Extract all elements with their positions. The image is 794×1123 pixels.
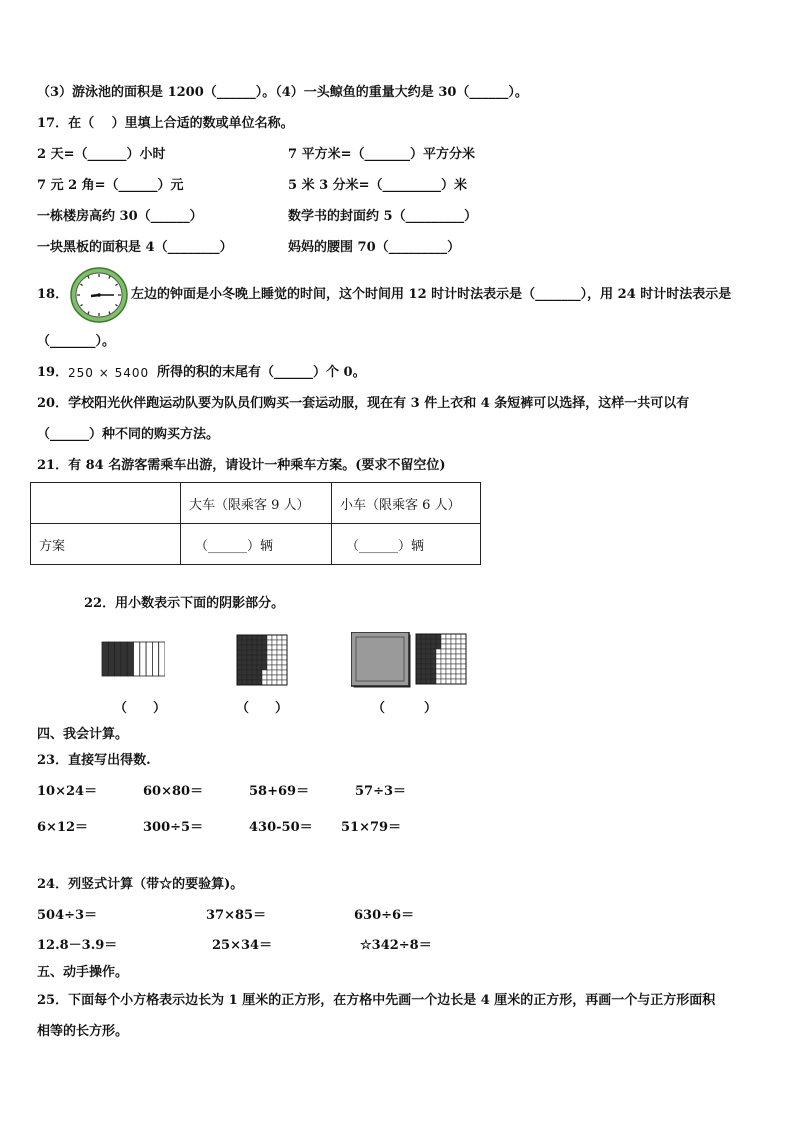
grid-cell xyxy=(257,680,262,685)
grid-cell xyxy=(436,634,441,639)
grid-cell xyxy=(262,675,267,680)
grid-cell xyxy=(456,664,461,669)
grid-cell xyxy=(282,640,287,645)
grid-cell xyxy=(277,670,282,675)
q23-item: 57÷3＝ xyxy=(355,784,407,799)
grid-cell xyxy=(272,635,277,640)
grid-cell xyxy=(456,679,461,684)
grid-cell xyxy=(436,639,441,644)
grid-cell xyxy=(431,669,436,674)
grid-cell xyxy=(461,634,466,639)
grid-cell xyxy=(267,650,272,655)
q17-item: 2 天=（______）小时 xyxy=(37,147,166,162)
strip-cell xyxy=(108,642,114,676)
grid-cell xyxy=(267,680,272,685)
grid-cell xyxy=(282,660,287,665)
grid-cell xyxy=(426,634,431,639)
grid-cell xyxy=(416,669,421,674)
grid-cell xyxy=(272,640,277,645)
grid-cell xyxy=(237,635,242,640)
q23-title: 23．直接写出得数. xyxy=(37,753,151,768)
table-cell[interactable]: （______）辆 xyxy=(332,524,481,565)
grid-cell xyxy=(237,675,242,680)
strip-cell xyxy=(121,642,127,676)
grid-cell xyxy=(456,634,461,639)
grid-cell xyxy=(446,664,451,669)
strip-cell xyxy=(134,642,140,676)
table-cell xyxy=(31,483,181,524)
q24-item: 630÷6＝ xyxy=(354,908,415,923)
grid-cell xyxy=(277,680,282,685)
section-four-heading: 四、我会计算。 xyxy=(37,727,129,742)
q17-item: 一栋楼房高约 30（______） xyxy=(37,209,203,224)
q20-line1: 20．学校阳光伙伴跑运动队要为队员们购买一套运动服，现在有 3 件上衣和 4 条短裤可以选择，这样一共可以有 xyxy=(37,396,690,411)
grid-cell xyxy=(461,639,466,644)
grid-cell xyxy=(451,644,456,649)
grid-cell xyxy=(272,680,277,685)
grid-cell xyxy=(282,680,287,685)
grid-cell xyxy=(252,650,257,655)
grid-cell xyxy=(426,669,431,674)
grid-cell xyxy=(252,660,257,665)
grid-cell xyxy=(237,645,242,650)
grid-cell xyxy=(451,639,456,644)
grid-cell xyxy=(451,669,456,674)
q17-item: 一块黑板的面积是 4（________） xyxy=(37,240,233,255)
grid-cell xyxy=(456,644,461,649)
q24-item: 25×34＝ xyxy=(212,938,273,953)
grid-cell xyxy=(277,650,282,655)
grid-cell xyxy=(421,669,426,674)
grid-cell xyxy=(421,644,426,649)
grid-cell xyxy=(416,634,421,639)
grid-cell xyxy=(282,670,287,675)
grid-cell xyxy=(446,649,451,654)
grid-cell xyxy=(247,655,252,660)
q25-line1: 25．下面每个小方格表示边长为 1 厘米的正方形，在方格中先画一个边长是 4 厘米的正方形，再画一个与正方形面积 xyxy=(37,993,716,1008)
grid-cell xyxy=(416,679,421,684)
q24-item: 37×85＝ xyxy=(206,908,267,923)
grid-cell xyxy=(431,639,436,644)
grid-cell xyxy=(237,660,242,665)
grid-cell xyxy=(461,674,466,679)
q23-item: 300÷5＝ xyxy=(143,820,204,835)
grid-cell xyxy=(257,635,262,640)
grid-cell xyxy=(416,649,421,654)
grid-cell xyxy=(257,645,262,650)
grid-cell xyxy=(421,659,426,664)
double-square-figure xyxy=(351,632,471,688)
grid-cell xyxy=(431,654,436,659)
grid-cell xyxy=(267,645,272,650)
grid-cell xyxy=(277,675,282,680)
grid-cell xyxy=(252,640,257,645)
q24-title: 24．列竖式计算（带☆的要验算)。 xyxy=(37,877,244,892)
grid-cell xyxy=(456,674,461,679)
q20-line2: （______）种不同的购买方法。 xyxy=(37,427,220,442)
grid-cell xyxy=(431,679,436,684)
grid-cell xyxy=(242,650,247,655)
grid-cell xyxy=(272,655,277,660)
q24-item: ☆342÷8＝ xyxy=(360,938,432,953)
grid-cell xyxy=(441,634,446,639)
grid-cell xyxy=(262,640,267,645)
grid-cell xyxy=(416,654,421,659)
grid-cell xyxy=(436,659,441,664)
grid-cell xyxy=(257,660,262,665)
q18-text: 左边的钟面是小冬晚上睡觉的时间，这个时间用 12 时计时法表示是（_______），用 24 时计时法表示是 xyxy=(131,287,732,302)
grid-cell xyxy=(257,640,262,645)
grid-cell xyxy=(426,664,431,669)
grid-cell xyxy=(446,679,451,684)
grid-cell xyxy=(426,674,431,679)
grid-cell xyxy=(426,644,431,649)
grid-cell xyxy=(421,679,426,684)
grid-cell xyxy=(441,669,446,674)
grid-cell xyxy=(252,655,257,660)
grid-cell xyxy=(441,639,446,644)
q23-item: 58+69＝ xyxy=(249,784,310,799)
grid-cell xyxy=(282,645,287,650)
q22-title: 22．用小数表示下面的阴影部分。 xyxy=(84,596,285,611)
grid-cell xyxy=(252,635,257,640)
grid-cell xyxy=(272,650,277,655)
grid-cell xyxy=(237,680,242,685)
grid-cell xyxy=(242,670,247,675)
grid-cell xyxy=(431,659,436,664)
q17-item: 5 米 3 分米=（_________）米 xyxy=(288,178,468,193)
strip-cell xyxy=(127,642,133,676)
grid-cell xyxy=(267,675,272,680)
grid-cell xyxy=(242,635,247,640)
grid-cell xyxy=(436,644,441,649)
grid-cell xyxy=(272,665,277,670)
grid-cell xyxy=(257,670,262,675)
grid-cell xyxy=(277,655,282,660)
grid-cell xyxy=(267,665,272,670)
grid-cell xyxy=(461,654,466,659)
grid-cell xyxy=(456,659,461,664)
grid-cell xyxy=(277,660,282,665)
grid-cell xyxy=(441,644,446,649)
grid-cell xyxy=(247,675,252,680)
grid-cell xyxy=(461,664,466,669)
grid-cell xyxy=(431,664,436,669)
q17-item: 数学书的封面约 5（_________） xyxy=(288,209,478,224)
grid-cell xyxy=(451,634,456,639)
table-row xyxy=(31,483,481,524)
grid-cell xyxy=(237,640,242,645)
q21-table xyxy=(30,482,481,565)
grid-cell xyxy=(242,645,247,650)
q18-continuation: （_______）。 xyxy=(37,334,116,349)
grid-cell xyxy=(252,675,257,680)
grid-cell xyxy=(237,650,242,655)
grid-cell xyxy=(431,644,436,649)
grid-cell xyxy=(247,650,252,655)
grid-cell xyxy=(446,644,451,649)
grid-cell xyxy=(421,654,426,659)
grid-cell xyxy=(451,654,456,659)
grid-cell xyxy=(431,649,436,654)
grid-cell xyxy=(446,659,451,664)
grid-cell xyxy=(436,654,441,659)
grid-cell xyxy=(242,680,247,685)
table-cell: 大车（限乘客 9 人） xyxy=(181,483,332,524)
q17-title: 17．在（ ）里填上合适的数或单位名称。 xyxy=(37,116,294,131)
grid-cell xyxy=(237,670,242,675)
grid-cell xyxy=(282,675,287,680)
grid-cell xyxy=(441,654,446,659)
grid-cell xyxy=(461,659,466,664)
grid-cell xyxy=(431,634,436,639)
grid-cell xyxy=(416,644,421,649)
grid-cell xyxy=(272,645,277,650)
q17-item: 7 平方米=（_______）平方分米 xyxy=(288,147,475,162)
grid-cell xyxy=(441,649,446,654)
grid-cell xyxy=(436,664,441,669)
grid-cell xyxy=(441,674,446,679)
q16-tail: （3）游泳池的面积是 1200（______）。（4）一头鲸鱼的重量大约是 30（______）。 xyxy=(37,85,528,100)
grid-cell xyxy=(456,669,461,674)
q21-title: 21．有 84 名游客需乘车出游，请设计一种乘车方案。(要求不留空位) xyxy=(37,458,446,473)
grid-cell xyxy=(461,679,466,684)
table-row xyxy=(31,524,481,565)
clock-icon xyxy=(69,266,129,324)
grid-cell xyxy=(242,660,247,665)
q24-item: 504÷3＝ xyxy=(37,908,98,923)
grid-cell xyxy=(247,640,252,645)
q18-number: 18． xyxy=(37,287,69,302)
grid-cell xyxy=(441,659,446,664)
grid-cell xyxy=(416,664,421,669)
grid-cell xyxy=(237,665,242,670)
strip-cell xyxy=(152,642,158,676)
grid-cell xyxy=(421,674,426,679)
grid-cell xyxy=(436,669,441,674)
grid-cell xyxy=(237,655,242,660)
grid-cell xyxy=(426,679,431,684)
grid-cell xyxy=(267,640,272,645)
strip-cell xyxy=(159,642,165,676)
grid-cell xyxy=(257,650,262,655)
grid-cell xyxy=(456,649,461,654)
grid-cell xyxy=(451,674,456,679)
grid-cell xyxy=(461,669,466,674)
grid-cell xyxy=(451,659,456,664)
grid-cell xyxy=(446,639,451,644)
table-cell: 方案 xyxy=(31,524,181,565)
grid-cell xyxy=(247,635,252,640)
grid-cell xyxy=(262,680,267,685)
q23-item: 51×79＝ xyxy=(341,820,402,835)
strip-cell xyxy=(146,642,152,676)
grid-cell xyxy=(247,665,252,670)
grid-cell xyxy=(262,665,267,670)
q22-blank[interactable]: （ ） xyxy=(236,701,289,716)
shaded-full-square xyxy=(351,632,409,686)
grid-cell xyxy=(242,655,247,660)
q24-item: 12.8－3.9＝ xyxy=(37,938,118,953)
grid-cell xyxy=(247,660,252,665)
grid-cell xyxy=(277,665,282,670)
q23-item: 6×12＝ xyxy=(37,820,89,835)
grid-cell xyxy=(242,675,247,680)
table-cell[interactable]: （______）辆 xyxy=(181,524,332,565)
grid-cell xyxy=(262,655,267,660)
grid-cell xyxy=(242,665,247,670)
grid-cell xyxy=(421,639,426,644)
grid-cell xyxy=(426,654,431,659)
grid-cell xyxy=(446,674,451,679)
grid-cell xyxy=(441,664,446,669)
grid-cell xyxy=(252,665,257,670)
grid-cell xyxy=(267,655,272,660)
grid-cell xyxy=(277,645,282,650)
grid-cell xyxy=(421,664,426,669)
grid-cell xyxy=(257,675,262,680)
grid-cell xyxy=(262,645,267,650)
q19-expression: 250 × 5400 xyxy=(68,366,150,380)
strip-cell xyxy=(140,642,146,676)
grid-cell xyxy=(446,654,451,659)
grid-cell xyxy=(262,635,267,640)
grid-cell xyxy=(421,634,426,639)
grid-cell xyxy=(257,665,262,670)
grid-cell xyxy=(416,674,421,679)
grid-cell xyxy=(456,639,461,644)
grid-cell xyxy=(416,639,421,644)
grid-cell xyxy=(257,655,262,660)
q17-item: 妈妈的腰围 70（_________） xyxy=(288,240,461,255)
q22-blank[interactable]: （ ） xyxy=(372,701,438,716)
hundred-grid-figure xyxy=(236,634,290,686)
grid-cell xyxy=(451,679,456,684)
grid-cell xyxy=(262,670,267,675)
grid-cell xyxy=(421,649,426,654)
grid-cell xyxy=(441,679,446,684)
table-cell: 小车（限乘客 6 人） xyxy=(332,483,481,524)
grid-cell xyxy=(267,635,272,640)
decimal-strip-figure xyxy=(101,641,165,677)
q19-text: 所得的积的末尾有（______）个 0。 xyxy=(157,365,366,380)
grid-cell xyxy=(282,650,287,655)
grid-cell xyxy=(436,649,441,654)
grid-cell xyxy=(262,660,267,665)
grid-cell xyxy=(416,659,421,664)
grid-cell xyxy=(252,680,257,685)
grid-cell xyxy=(446,669,451,674)
grid-cell xyxy=(431,674,436,679)
grid-cell xyxy=(272,670,277,675)
q22-blank[interactable]: （ ） xyxy=(114,701,167,716)
grid-cell xyxy=(277,640,282,645)
grid-cell xyxy=(451,649,456,654)
section-five-heading: 五、动手操作。 xyxy=(37,965,129,980)
q23-item: 430-50＝ xyxy=(249,820,313,835)
grid-cell xyxy=(426,639,431,644)
grid-cell xyxy=(277,635,282,640)
strip-cell xyxy=(102,642,108,676)
grid-cell xyxy=(456,654,461,659)
grid-cell xyxy=(426,649,431,654)
grid-cell xyxy=(272,675,277,680)
grid-cell xyxy=(247,645,252,650)
grid-cell xyxy=(436,679,441,684)
grid-cell xyxy=(252,645,257,650)
grid-cell xyxy=(282,635,287,640)
grid-cell xyxy=(446,634,451,639)
strip-cell xyxy=(115,642,121,676)
grid-cell xyxy=(242,640,247,645)
grid-cell xyxy=(282,655,287,660)
grid-cell xyxy=(426,659,431,664)
grid-cell xyxy=(262,650,267,655)
grid-cell xyxy=(436,674,441,679)
q17-item: 7 元 2 角=（______）元 xyxy=(37,178,184,193)
grid-cell xyxy=(247,680,252,685)
q23-item: 60×80＝ xyxy=(143,784,204,799)
grid-cell xyxy=(247,670,252,675)
grid-cell xyxy=(267,660,272,665)
grid-cell xyxy=(461,644,466,649)
grid-cell xyxy=(252,670,257,675)
q23-item: 10×24＝ xyxy=(37,784,98,799)
grid-cell xyxy=(272,660,277,665)
grid-cell xyxy=(461,649,466,654)
q25-line2: 相等的长方形。 xyxy=(37,1024,129,1039)
grid-cell xyxy=(282,665,287,670)
grid-cell xyxy=(267,670,272,675)
grid-cell xyxy=(451,664,456,669)
q19-number: 19． xyxy=(37,365,69,380)
